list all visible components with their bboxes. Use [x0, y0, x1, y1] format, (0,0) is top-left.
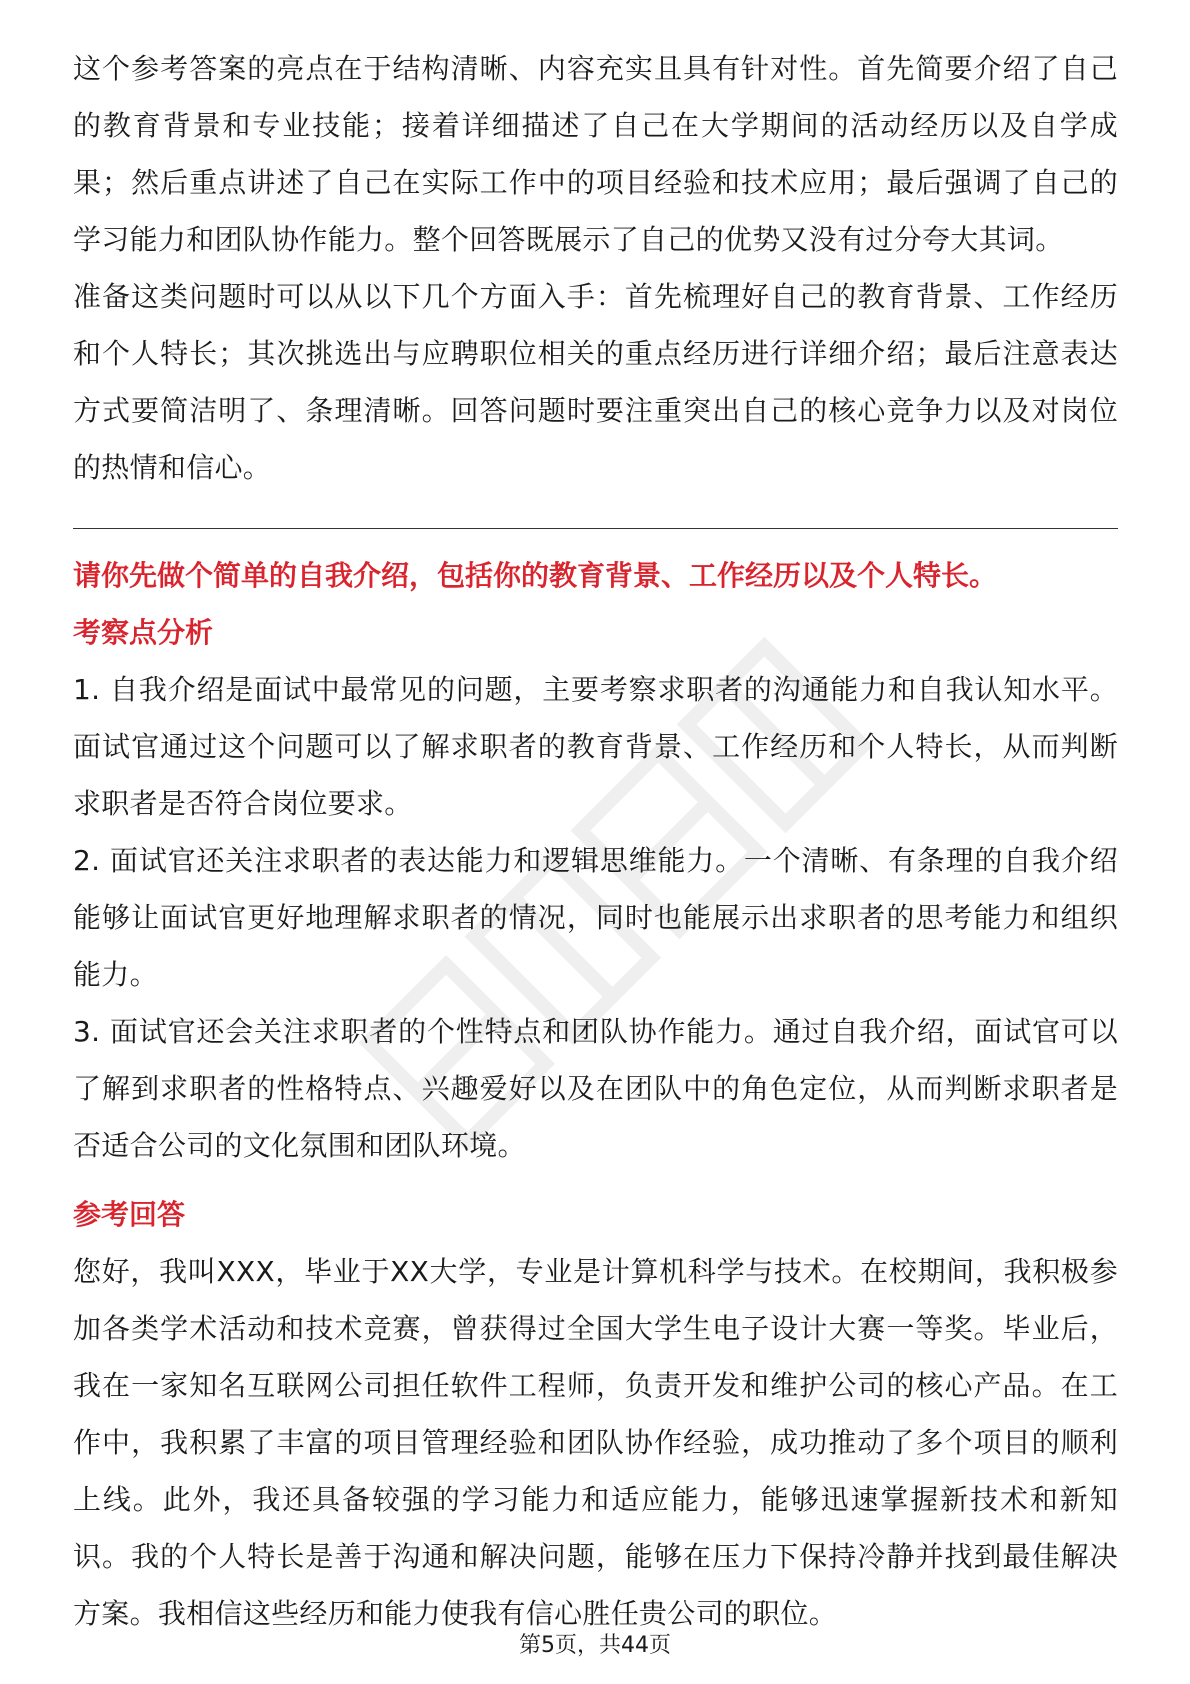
spacer — [73, 1174, 1118, 1186]
answer-text: 您好，我叫XXX，毕业于XX大学，专业是计算机科学与技术。在校期间，我积极参加各类学术活动和技术竞赛，曾获得过全国大学生电子设计大赛一等奖。毕业后，我在一家知名互联网公司担任软件工程师，负责开发和维护公司的核心产品。在工作中，我积累了丰富的项目管理经验和团队协作经验，成功推动了多个项目的顺利上线。此外，我还具备较强的学习能力和适应能力，能够迅速掌握新技术和新知识。我的个人特长是善于沟通和解决问题，能够在压力下保持冷静并找到最佳解决方案。我相信这些经历和能力使我有信心胜任贵公司的职位。 — [73, 1255, 1118, 1630]
intro-paragraph-1: 这个参考答案的亮点在于结构清晰、内容充实且具有针对性。首先简要介绍了自己的教育背景和专业技能；接着详细描述了自己在大学期间的活动经历以及自学成果；然后重点讲述了自己在实际工作中的项目经验和技术应用；最后强调了自己的学习能力和团队协作能力。整个回答既展示了自己的优势又没有过分夸大其词。 — [73, 52, 1118, 256]
page-content — [73, 40, 1118, 1642]
analysis-item-2: 2. 面试官还关注求职者的表达能力和逻辑思维能力。一个清晰、有条理的自我介绍能够让面试官更好地理解求职者的情况，同时也能展示出求职者的思考能力和组织能力。 — [73, 844, 1118, 991]
page-number: 第5页，共44页 — [519, 1633, 671, 1658]
intro-paragraph-2: 准备这类问题时可以从以下几个方面入手：首先梳理好自己的教育背景、工作经历和个人特长；其次挑选出与应聘职位相关的重点经历进行详细介绍；最后注意表达方式要简洁明了、条理清晰。回答问题时要注重突出自己的核心竞争力以及对岗位的热情和信心。 — [73, 280, 1118, 484]
analysis-item-3: 3. 面试官还会关注求职者的个性特点和团队协作能力。通过自我介绍，面试官可以了解到求职者的性格特点、兴趣爱好以及在团队中的角色定位，从而判断求职者是否适合公司的文化氛围和团队环境。 — [73, 1015, 1118, 1162]
analysis-item-1: 1. 自我介绍是面试中最常见的问题，主要考察求职者的沟通能力和自我认知水平。面试官通过这个问题可以了解求职者的教育背景、工作经历和个人特长，从而判断求职者是否符合岗位要求。 — [73, 673, 1118, 820]
answer-heading: 参考回答 — [73, 1198, 186, 1231]
section-divider — [73, 528, 1118, 529]
analysis-heading: 考察点分析 — [73, 616, 214, 649]
interview-question: 请你先做个简单的自我介绍，包括你的教育背景、工作经历以及个人特长。 — [73, 559, 998, 592]
